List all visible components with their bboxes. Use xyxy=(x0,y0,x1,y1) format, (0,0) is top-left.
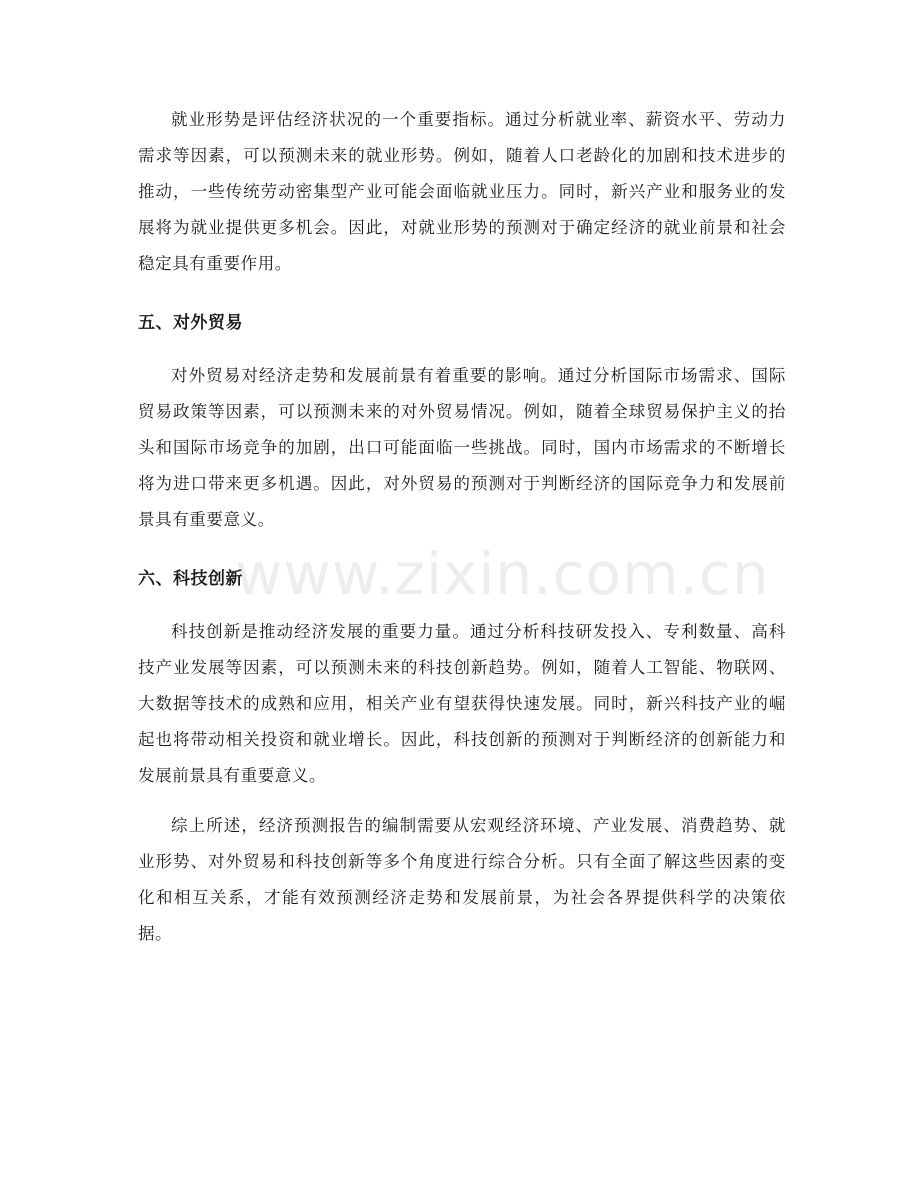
section-heading-foreign-trade: 五、对外贸易 xyxy=(138,313,243,333)
watermark: www.zixin.com.cn xyxy=(235,540,770,608)
tech-innovation-paragraph: 科技创新是推动经济发展的重要力量。通过分析科技研发投入、专利数量、高科技产业发展等因素，可以预测未来的科技创新趋势。例如，随着人工智能、物联网、大数据等技术的成熟和应用，相关产业有望获得快速发展。同时，新兴科技产业的崛起也将带动相关投资和就业增长。因此，科技创新的预测对于判断经济的创新能力和发展前景具有重要意义。 xyxy=(138,622,786,785)
document-body xyxy=(138,102,786,952)
employment-paragraph: 就业形势是评估经济状况的一个重要指标。通过分析就业率、薪资水平、劳动力需求等因素，可以预测未来的就业形势。例如，随着人口老龄化的加剧和技术进步的推动，一些传统劳动密集型产业可能会面临就业压力。同时，新兴产业和服务业的发展将为就业提供更多机会。因此，对就业形势的预测对于确定经济的就业前景和社会稳定具有重要作用。 xyxy=(138,110,786,273)
conclusion-paragraph: 综上所述，经济预测报告的编制需要从宏观经济环境、产业发展、消费趋势、就业形势、对外贸易和科技创新等多个角度进行综合分析。只有全面了解这些因素的变化和相互关系，才能有效预测经济走势和发展前景，为社会各界提供科学的决策依据。 xyxy=(138,816,786,943)
section-heading-tech-innovation: 六、科技创新 xyxy=(138,569,243,589)
foreign-trade-paragraph: 对外贸易对经济走势和发展前景有着重要的影响。通过分析国际市场需求、国际贸易政策等因素，可以预测未来的对外贸易情况。例如，随着全球贸易保护主义的抬头和国际市场竞争的加剧，出口可能面临一些挑战。同时，国内市场需求的不断增长将为进口带来更多机遇。因此，对外贸易的预测对于判断经济的国际竞争力和发展前景具有重要意义。 xyxy=(138,366,786,529)
